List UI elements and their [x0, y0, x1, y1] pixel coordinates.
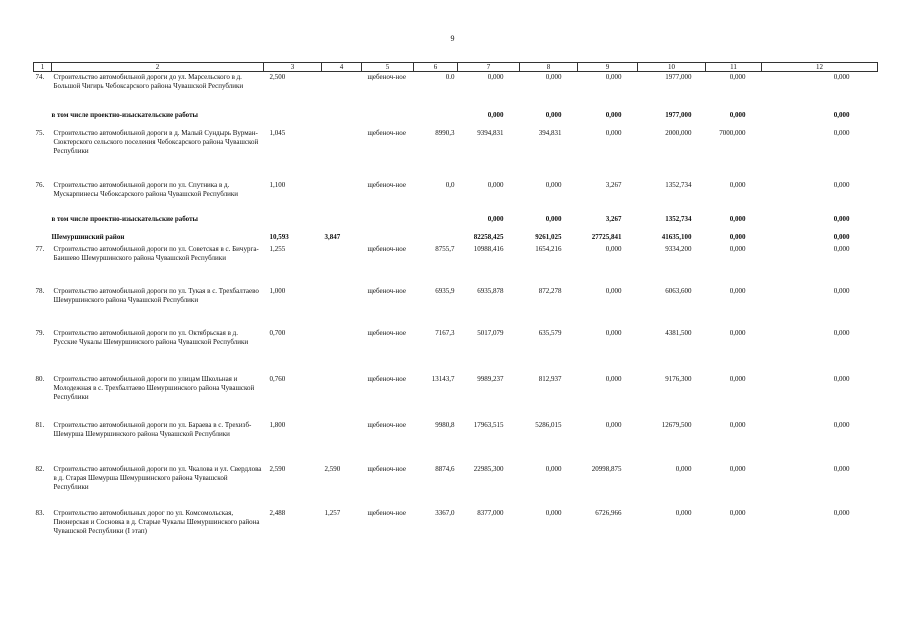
funding-col-12: 0,000: [833, 244, 850, 253]
row-name: Строительство автомобильной дороги до ул. Марсельского в д. Большой Чигирь Чебоксарского района Чувашской Республики: [53, 73, 244, 90]
surface-type: щебеноч-ное: [367, 328, 406, 337]
table-row: [34, 72, 878, 110]
header-col-4: 4: [322, 63, 362, 72]
row-number: [34, 232, 52, 244]
funding-col-10: 0,000: [675, 508, 692, 517]
funding-col-10: 1977,000: [665, 110, 692, 119]
row-number: 76.: [35, 180, 45, 189]
funding-col-8: 0,000: [545, 73, 562, 81]
funding-col-10: 12679,500: [661, 420, 692, 429]
funding-col-12: 0,000: [833, 232, 850, 241]
surface-type: [362, 232, 414, 244]
surface-type: щебеноч-ное: [367, 128, 406, 137]
length-km: 2,488: [269, 508, 286, 517]
header-col-7: 7: [458, 63, 520, 72]
funding-col-10: 41635,100: [661, 232, 692, 241]
funding-col-9: 0,000: [605, 110, 622, 119]
surface-type: щебеноч-ное: [367, 180, 406, 189]
length-hard-km: [322, 180, 362, 214]
funding-col-10: 1977,000: [665, 73, 692, 81]
cost-estimate: 0.0: [445, 73, 455, 81]
funding-col-12: 0,000: [833, 73, 850, 81]
length-hard-km: [322, 110, 362, 128]
funding-col-12: 0,000: [833, 508, 850, 517]
row-name: Строительство автомобильной дороги по ул. Чкалова и ул. Свердлова в д. Старая Шемурша Шемуршинского района Чувашской Республики: [53, 464, 262, 491]
cost-estimate: [414, 214, 458, 232]
row-name: Строительство автомобильной дороги по ул. Советская в с. Бичурга-Баишево Шемуршинского района Чувашской Республики: [53, 244, 259, 262]
funding-col-11: 0,000: [729, 73, 746, 81]
subtotal-row: [34, 214, 878, 232]
funding-col-11: 0,000: [729, 328, 746, 337]
length-hard-km: [322, 128, 362, 180]
total-funding: 8377,000: [477, 508, 504, 517]
funding-col-12: 0,000: [833, 180, 850, 189]
total-funding: 9394,831: [477, 128, 504, 137]
cost-estimate: 6935,9: [435, 286, 455, 295]
total-funding: 0,000: [487, 110, 504, 119]
header-col-9: 9: [578, 63, 638, 72]
row-name: в том числе проектно-изыскательские работы: [51, 214, 198, 223]
row-number: 81.: [35, 420, 45, 429]
header-col-1: 1: [34, 63, 52, 72]
funding-col-9: 3,267: [605, 180, 622, 189]
length-km: [264, 110, 322, 128]
length-hard-km: 2,590: [324, 464, 341, 473]
surface-type: щебеноч-ное: [367, 286, 406, 295]
funding-col-10: 4381,500: [665, 328, 692, 337]
surface-type: щебеноч-ное: [367, 420, 406, 429]
length-hard-km: 1,257: [324, 508, 341, 517]
length-hard-km: [322, 72, 362, 110]
total-funding: 17963,515: [473, 420, 504, 429]
funding-col-10: 0,000: [675, 464, 692, 473]
row-name: Строительство автомобильной дороги в д. Малый Сундырь Вурман-Сюктерского сельского поселения Чебоксарского района Чувашской Республики: [53, 128, 259, 155]
cost-estimate: 8874,6: [435, 464, 455, 473]
funding-col-11: 0,000: [729, 110, 746, 119]
cost-estimate: 8990,3: [435, 128, 455, 137]
cost-estimate: 8755,7: [435, 244, 455, 253]
header-col-11: 11: [706, 63, 762, 72]
total-funding: 9989,237: [477, 374, 504, 383]
table-row: [34, 464, 878, 508]
total-funding: 6935,878: [477, 286, 504, 295]
row-name: Строительство автомобильной дороги по ул. Октябрьская в д. Русские Чукалы Шемуршинского района Чувашской Республики: [53, 328, 249, 346]
funding-col-10: 6063,600: [665, 286, 692, 295]
row-name: Строительство автомобильных дорог по ул. Комсомольская, Пионерская и Сосновка в д. Старые Чукалы Шемуршинского района Чувашской Республики (I этап): [53, 508, 260, 535]
row-number: 77.: [35, 244, 45, 253]
funding-col-12: 0,000: [833, 128, 850, 137]
length-km: 1,000: [269, 286, 286, 295]
row-number: 74.: [35, 73, 45, 81]
header-col-12: 12: [762, 63, 878, 72]
funding-col-8: 812,937: [538, 374, 562, 383]
funding-col-8: 0,000: [545, 464, 562, 473]
total-funding: 82258,425: [473, 232, 504, 241]
length-hard-km: [322, 374, 362, 420]
funding-col-9: 0,000: [605, 73, 622, 81]
funding-col-11: 0,000: [729, 286, 746, 295]
funding-col-12: 0,000: [833, 374, 850, 383]
row-name: в том числе проектно-изыскательские работы: [51, 110, 198, 119]
funding-col-9: 0,000: [605, 420, 622, 429]
surface-type: щебеноч-ное: [367, 374, 406, 383]
header-col-2: 2: [52, 63, 264, 72]
length-km: 0,700: [269, 328, 286, 337]
total-funding: 22985,300: [473, 464, 504, 473]
row-number: 82.: [35, 464, 45, 473]
table-row: [34, 374, 878, 420]
subtotal-row: [34, 110, 878, 128]
funding-col-11: 0,000: [729, 374, 746, 383]
header-col-8: 8: [520, 63, 578, 72]
table-row: [34, 128, 878, 180]
surface-type: щебеноч-ное: [367, 464, 406, 473]
funding-col-12: 0,000: [833, 464, 850, 473]
row-number: [34, 110, 52, 128]
length-km: 1,255: [269, 244, 286, 253]
surface-type: щебеноч-ное: [367, 244, 406, 253]
funding-col-9: 6726,966: [595, 508, 622, 517]
table-row: [34, 286, 878, 328]
row-number: 75.: [35, 128, 45, 137]
district-total-row: [34, 232, 878, 244]
length-hard-km: 3,847: [324, 232, 341, 241]
cost-estimate: 7167,3: [435, 328, 455, 337]
total-funding: 0,000: [487, 180, 504, 189]
table-row: [34, 244, 878, 286]
funding-col-11: 0,000: [729, 244, 746, 253]
length-km: 2,590: [269, 464, 286, 473]
table-header-row: [34, 63, 878, 72]
funding-col-10: 9176,300: [665, 374, 692, 383]
funding-col-8: 0,000: [545, 214, 562, 223]
row-number: [34, 214, 52, 232]
total-funding: 0,000: [487, 214, 504, 223]
cost-estimate: [414, 110, 458, 128]
funding-col-8: 1654,216: [535, 244, 562, 253]
length-km: 10,593: [269, 232, 289, 241]
funding-col-9: 0,000: [605, 128, 622, 137]
funding-col-9: 0,000: [605, 374, 622, 383]
table-row: [34, 508, 878, 556]
header-col-3: 3: [264, 63, 322, 72]
row-number: 78.: [35, 286, 45, 295]
funding-col-8: 635,579: [538, 328, 562, 337]
funding-col-8: 0,000: [545, 180, 562, 189]
length-hard-km: [322, 328, 362, 374]
length-km: 1,800: [269, 420, 286, 429]
length-hard-km: [322, 286, 362, 328]
funding-col-11: 0,000: [729, 508, 746, 517]
row-number: 79.: [35, 328, 45, 337]
length-km: 0,760: [269, 374, 286, 383]
length-hard-km: [322, 214, 362, 232]
funding-col-11: 0,000: [729, 214, 746, 223]
cost-estimate: 9980,8: [435, 420, 455, 429]
cost-estimate: 13143,7: [431, 374, 455, 383]
funding-col-11: 0,000: [729, 464, 746, 473]
length-km: 2,500: [269, 73, 286, 81]
header-col-6: 6: [414, 63, 458, 72]
table-row: [34, 420, 878, 464]
funding-col-11: 0,000: [729, 180, 746, 189]
cost-estimate: [414, 232, 458, 244]
length-hard-km: [322, 420, 362, 464]
funding-col-11: 0,000: [729, 232, 746, 241]
funding-col-9: 0,000: [605, 244, 622, 253]
funding-col-9: 27725,841: [591, 232, 622, 241]
table-row: [34, 328, 878, 374]
funding-col-9: 0,000: [605, 328, 622, 337]
row-name: Строительство автомобильной дороги по ул. Спутника в д. Мускарпинесы Чебоксарского района Чувашской Республики: [53, 180, 238, 198]
length-hard-km: [322, 244, 362, 286]
total-funding: 5017,079: [477, 328, 504, 337]
funding-col-12: 0,000: [833, 110, 850, 119]
funding-col-8: 5286,015: [535, 420, 562, 429]
row-name: Строительство автомобильной дороги по ул. Бараева в с. Трехизб-Шемурша Шемуршинского района Чувашской Республики: [53, 420, 252, 438]
funding-col-11: 0,000: [729, 420, 746, 429]
funding-col-8: 872,278: [538, 286, 562, 295]
length-km: 1,045: [269, 128, 286, 137]
total-funding: 0,000: [487, 73, 504, 81]
row-name: Шемуршинский район: [51, 232, 125, 241]
header-col-5: 5: [362, 63, 414, 72]
funding-col-10: 1352,734: [665, 180, 692, 189]
funding-col-9: 0,000: [605, 286, 622, 295]
funding-col-12: 0,000: [833, 214, 850, 223]
surface-type: [362, 214, 414, 232]
header-col-10: 10: [638, 63, 706, 72]
length-km: [264, 214, 322, 232]
cost-estimate: 3367,0: [435, 508, 455, 517]
funding-col-12: 0,000: [833, 286, 850, 295]
funding-col-11: 7000,000: [719, 128, 746, 137]
row-number: 80.: [35, 374, 45, 383]
funding-col-10: 2000,000: [665, 128, 692, 137]
row-name: Строительство автомобильной дороги по ул. Тукая в с. Трехбалтаево Шемуршинского района Чувашской Республики: [53, 286, 259, 304]
funding-col-10: 1352,734: [665, 214, 692, 223]
funding-col-10: 9334,200: [665, 244, 692, 253]
funding-col-9: 20998,875: [591, 464, 622, 473]
funding-col-9: 3,267: [605, 214, 622, 223]
row-number: 83.: [35, 508, 45, 517]
funding-col-8: 394,831: [538, 128, 562, 137]
page-number: 9: [450, 34, 455, 43]
funding-col-8: 0,000: [545, 508, 562, 517]
funding-col-8: 9261,025: [535, 232, 562, 241]
row-name: Строительство автомобильной дороги по улицам Школьная и Молодежная в с. Трехбалтаево Шемуршинского района Чувашской Республики: [53, 374, 255, 401]
surface-type: [362, 110, 414, 128]
surface-type: щебеноч-ное: [367, 73, 406, 81]
length-km: 1,100: [269, 180, 286, 189]
roads-table: [33, 62, 878, 556]
surface-type: щебеноч-ное: [367, 508, 406, 517]
funding-col-12: 0,000: [833, 420, 850, 429]
funding-col-8: 0,000: [545, 110, 562, 119]
table-row: [34, 180, 878, 214]
table-body: [34, 72, 878, 556]
cost-estimate: 0,0: [445, 180, 455, 189]
total-funding: 10988,416: [473, 244, 504, 253]
funding-col-12: 0,000: [833, 328, 850, 337]
